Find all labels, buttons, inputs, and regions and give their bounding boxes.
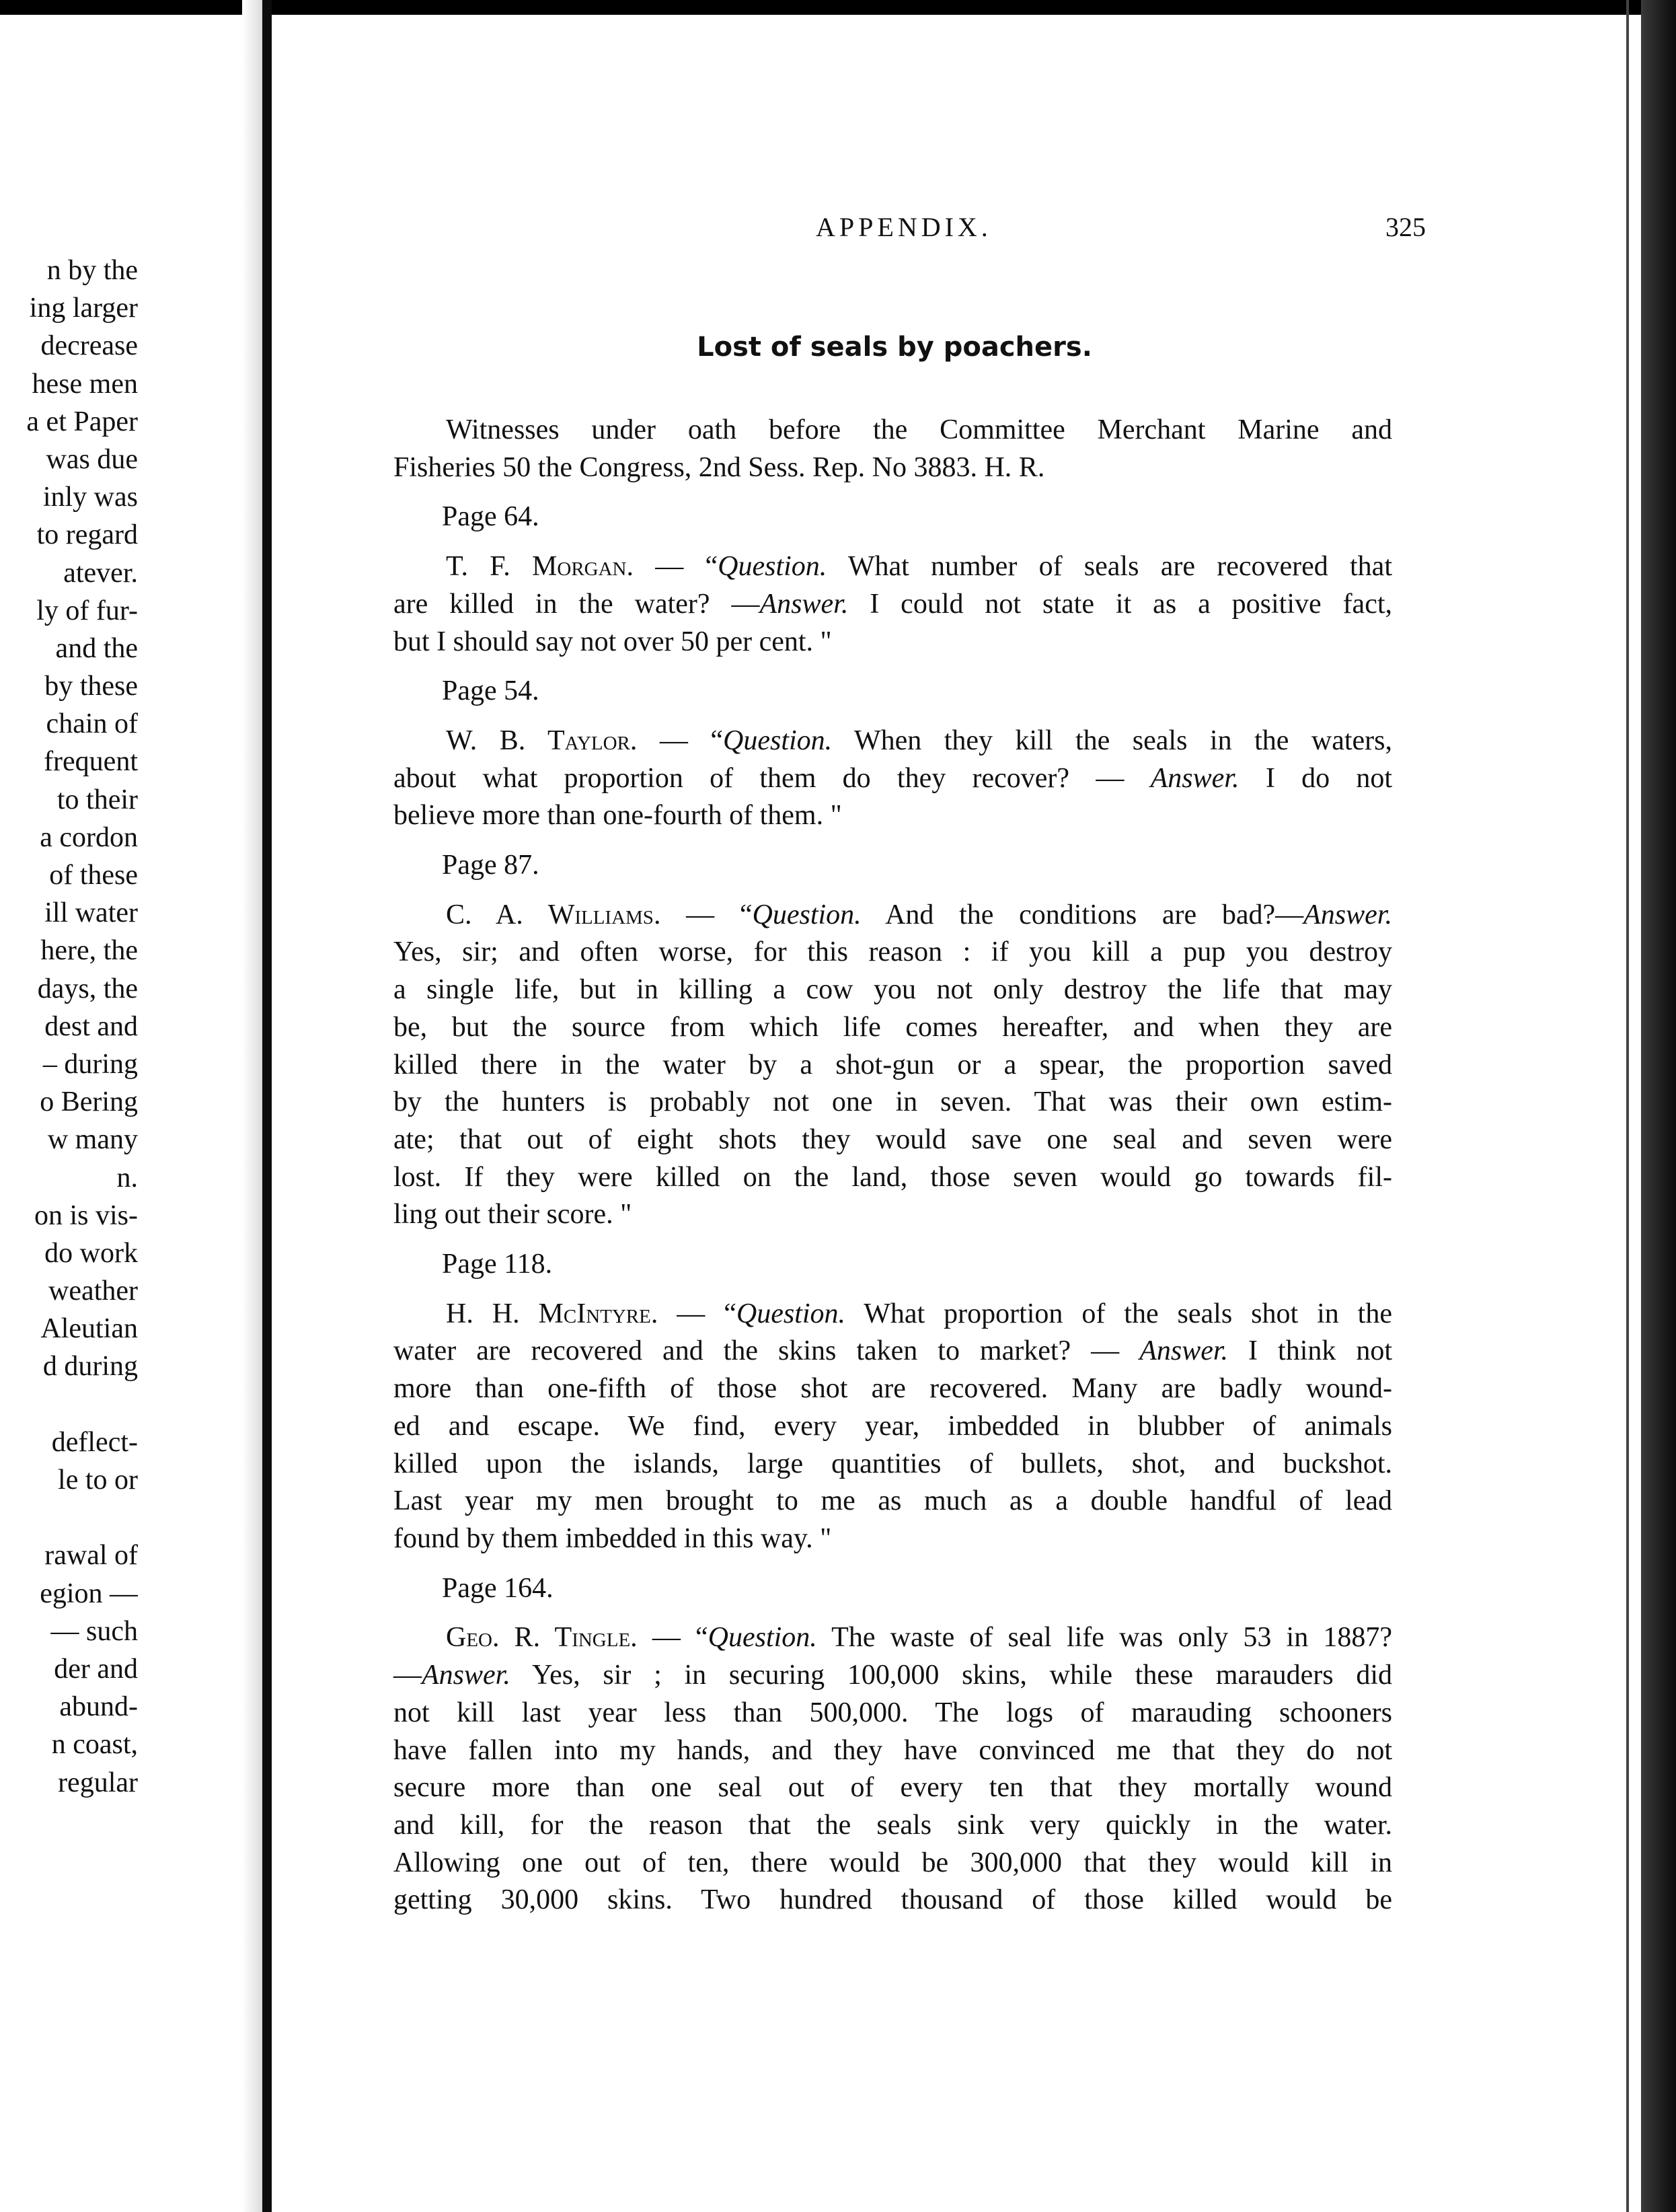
running-head: APPENDIX. [816, 212, 992, 242]
page-reference: Page 54. [442, 675, 539, 707]
testimony-line: Yes, sir ; in securing 100,000 skins, while these marauders did [532, 1660, 1392, 1691]
page-header [390, 209, 1426, 246]
facing-page-line: w many [47, 1124, 138, 1156]
facing-page-line: atever. [63, 557, 138, 589]
testimony-line: be, but the source from which life comes hereafter, and when they are [393, 1011, 1392, 1043]
facing-page-line: n. [116, 1162, 138, 1193]
testimony-line: Last year my men brought to me as much as a double handful of lead [393, 1485, 1392, 1517]
page-reference: Page 64. [442, 501, 539, 533]
facing-page-line: days, the [37, 973, 138, 1004]
facing-page-line: chain of [46, 708, 138, 740]
testimony-line: ling out their score. " [393, 1199, 632, 1230]
page-edge [1641, 0, 1676, 2212]
facing-page-line: der and [54, 1653, 138, 1685]
answer-label: Answer. [1150, 762, 1240, 794]
page-edge-line [1626, 0, 1629, 2212]
facing-page-line: to their [56, 784, 138, 815]
facing-page-line: ill water [44, 897, 138, 929]
testimony-line: not kill last year less than 500,000. The logs of marauding schooners [393, 1697, 1392, 1728]
facing-page-line: inly was [42, 482, 138, 513]
page-reference: Page 164. [442, 1572, 554, 1604]
testimony-line: have fallen into my hands, and they have convinced me that they do not [393, 1734, 1392, 1766]
binding-gutter [262, 0, 272, 2212]
testimony-line: I think not [1248, 1335, 1393, 1367]
facing-page-line: n by the [46, 255, 138, 286]
testimony-line: more than one-fifth of those shot are recovered. Many are badly wound- [393, 1373, 1392, 1405]
facing-page-line: d during [42, 1351, 138, 1382]
testimony-line: water are recovered and the skins taken to market? — [393, 1335, 1120, 1367]
question-label: Question. [723, 725, 833, 756]
testimony-entry: W. B. Taylor. — “Question. When they kill the seals in the waters, about what proportion of them do they recover? — Answer. I do not believe more than one-fourth of them. " [393, 723, 1392, 835]
facing-page-line: frequent [44, 746, 138, 778]
witness-name: T. F. Morgan. [446, 551, 634, 583]
facing-page-line: on is vis- [34, 1200, 138, 1231]
facing-page-line: deflect- [51, 1426, 138, 1458]
question-label: Question. [752, 899, 862, 930]
testimony-entry: Geo. R. Tingle. — “Question. The waste of seal life was only 53 in 1887? —Answer. Yes, sir ; in securing 100,000 skins, while these marauders did not kill last year less than 500,000. The logs of marauding schooners have fallen into my hands, and they have convinced me that they do not secure more than one seal out of every ten that they mortally wound and kill, for the reason that the seals sink very quickly in the water. Allowing one out of ten, there would be 300,000 that they would kill in getting 30,000 skins. Two hundred thousand of those killed would be [393, 1619, 1392, 1919]
testimony-line: killed there in the water by a shot-gun or a spear, the proportion saved [393, 1049, 1392, 1080]
testimony-entry: C. A. Williams. — “Question. And the conditions are bad?—Answer. Yes, sir; and often worse, for this reason : if you kill a pup you destroy a single life, but in killing a cow you not only destroy the life that may be, but the source from which life comes hereafter, and when they are killed there in the water by a shot-gun or a spear, the proportion saved by the hunters is probably not one in seven. That was their own estim- ate; that out of eight shots they would save one seal and seven were lost. If they were killed on the land, those seven would go towards fil- ling out their score. " [393, 897, 1392, 1234]
facing-page-line: ing larger [29, 293, 138, 324]
facing-page-line: do work [44, 1237, 138, 1269]
facing-page-line: dest and [44, 1010, 138, 1042]
testimony-line: getting 30,000 skins. Two hundred thousand of those killed would be [393, 1884, 1392, 1916]
facing-page-line: regular [58, 1767, 138, 1798]
facing-page-line: to regard [36, 519, 138, 551]
facing-page-line: abund- [59, 1691, 138, 1723]
facing-page-line: of these [49, 860, 138, 891]
page-body [393, 412, 1392, 1919]
facing-page-line: — such [50, 1615, 138, 1647]
testimony-line: What proportion of the seals shot in the [864, 1298, 1392, 1329]
section-title: Lost of seals by poachers. [697, 332, 1092, 363]
testimony-line: found by them imbedded in this way. " [393, 1522, 832, 1554]
facing-page-line [0, 1499, 138, 1537]
facing-page-line: le to or [58, 1465, 138, 1496]
answer-label: Answer. [759, 588, 849, 620]
answer-label: Answer. [1139, 1335, 1229, 1367]
facing-page-fragment [0, 252, 138, 1802]
page-reference: Page 87. [442, 850, 539, 881]
testimony-line: and kill, for the reason that the seals sink very quickly in the water. [393, 1809, 1392, 1841]
answer-label: Answer. [1303, 899, 1393, 930]
testimony-entry: H. H. McIntyre. — “Question. What proportion of the seals shot in the water are recovered and the skins taken to market? — Answer. I think not more than one-fifth of those shot are recovered. Many are badly wound- ed and escape. We find, every year, imbedded in blubber of animals killed upon the islands, large quantities of bullets, shot, and buckshot. Last year my men brought to me as much as a double handful of lead found by them imbedded in this way. " [393, 1296, 1392, 1558]
testimony-line: lost. If they were killed on the land, those seven would go towards fil- [393, 1161, 1392, 1193]
testimony-line: but I should say not over 50 per cent. " [393, 626, 832, 657]
facing-page-line: ly of fur- [36, 595, 138, 626]
facing-page-line: egion — [40, 1578, 138, 1609]
facing-page-line: n coast, [51, 1729, 138, 1761]
testimony-line: The waste of seal life was only 53 in 1887? [831, 1622, 1392, 1654]
testimony-entry: T. F. Morgan. — “Question. What number of seals are recovered that are killed in the water? —Answer. I could not state it as a positive fact, but I should say not over 50 per cent. " [393, 548, 1392, 661]
facing-page-line: – during [42, 1048, 138, 1080]
facing-page-line: o Bering [40, 1086, 138, 1118]
facing-page-line: by these [44, 671, 138, 702]
testimony-line: about what proportion of them do they recover? — [393, 762, 1125, 794]
testimony-line: When they kill the seals in the waters, [853, 725, 1392, 756]
testimony-line: ate; that out of eight shots they would save one seal and seven were [393, 1123, 1392, 1155]
testimony-line: a single life, but in killing a cow you not only destroy the life that may [393, 974, 1392, 1006]
testimony-line: I do not [1265, 762, 1393, 794]
page-number: 325 [1385, 212, 1426, 242]
testimony-line: — [393, 1660, 422, 1691]
testimony-line: ed and escape. We find, every year, imbedded in blubber of animals [393, 1410, 1392, 1442]
facing-page-line: weather [48, 1276, 138, 1307]
facing-page-line: rawal of [44, 1540, 138, 1572]
testimony-line: killed upon the islands, large quantities of bullets, shot, and buckshot. [393, 1448, 1392, 1479]
witness-name: C. A. Williams. [446, 899, 661, 930]
facing-page-line: a et Paper [26, 406, 138, 437]
testimony-line: I could not state it as a positive fact, [870, 588, 1393, 620]
facing-page-line: decrease [40, 330, 138, 362]
question-label: Question. [736, 1298, 846, 1329]
binding-shadow [242, 0, 262, 2212]
page-reference: Page 118. [442, 1249, 553, 1280]
testimony-line: by the hunters is probably not one in seven. That was their own estim- [393, 1086, 1392, 1118]
question-label: Question. [718, 551, 827, 583]
testimony-line: secure more than one seal out of every ten that they mortally wound [393, 1772, 1392, 1804]
facing-page-line: was due [46, 443, 138, 475]
testimony-line: are killed in the water? [393, 588, 710, 620]
facing-page-line: and the [55, 632, 138, 664]
witness-name: H. H. McIntyre. [446, 1298, 658, 1329]
testimony-line: What number of seals are recovered that [847, 551, 1392, 583]
intro-line: Witnesses under oath before the Committee Merchant Marine and [446, 414, 1392, 445]
testimony-line: believe more than one-fourth of them. " [393, 800, 842, 832]
intro-line: Fisheries 50 the Congress, 2nd Sess. Rep. No 3883. H. R. [393, 451, 1045, 483]
testimony-line: Allowing one out of ten, there would be 300,000 that they would kill in [393, 1847, 1392, 1878]
witness-name: Geo. R. Tingle. [446, 1622, 638, 1654]
facing-page-line: a cordon [40, 821, 138, 853]
facing-page-line [0, 1386, 138, 1424]
testimony-line: Yes, sir; and often worse, for this reason : if you kill a pup you destroy [393, 936, 1392, 968]
testimony-line: And the conditions are bad?— [885, 899, 1304, 930]
witness-name: W. B. Taylor. [446, 725, 638, 756]
facing-page-line: hese men [32, 368, 138, 400]
facing-page-line: Aleutian [40, 1313, 138, 1345]
question-label: Question. [708, 1622, 817, 1654]
facing-page-line: here, the [40, 935, 138, 967]
answer-label: Answer. [422, 1660, 510, 1691]
